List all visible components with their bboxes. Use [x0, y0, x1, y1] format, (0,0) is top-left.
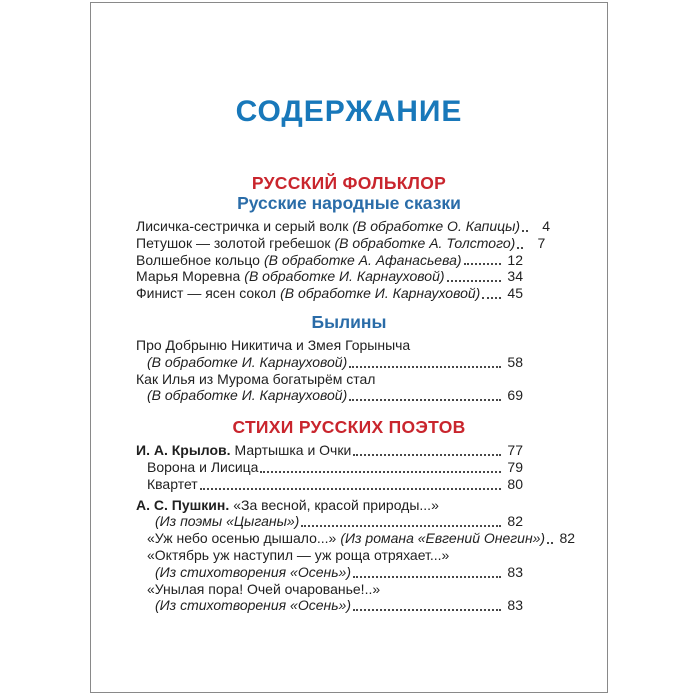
entry-note: (Из романа «Евгений Онегин»): [340, 530, 546, 547]
dotted-leader: [547, 542, 553, 544]
entry-title: Квартет: [147, 475, 198, 492]
toc-entry[interactable]: [136, 354, 523, 371]
entry-title: Мартышка и Очки: [234, 442, 352, 459]
entry-note: (Из поэмы «Цыганы»): [155, 513, 300, 530]
toc-entry[interactable]: [136, 476, 523, 493]
entry-note: (Из стихотворения «Осень»): [155, 597, 352, 614]
entry-page-number: 82: [507, 513, 523, 530]
toc-entry[interactable]: [136, 252, 523, 269]
toc-entry[interactable]: [136, 459, 523, 476]
entry-note: (В обработке И. Карнауховой): [147, 353, 348, 370]
toc-entry[interactable]: [136, 497, 523, 514]
toc-entry[interactable]: [136, 530, 576, 547]
dotted-leader: [353, 576, 501, 578]
entries-list: [136, 218, 551, 302]
subsection-heading: Былины: [311, 311, 387, 332]
dotted-leader: [260, 471, 501, 473]
dotted-leader: [349, 399, 501, 401]
entry-page-number: 83: [507, 597, 523, 614]
toc-entry[interactable]: [136, 218, 551, 235]
entry-note: (В обработке И. Карнауховой): [147, 387, 348, 404]
subsection-heading: Русские народные сказки: [237, 193, 461, 213]
toc-entry[interactable]: [136, 371, 523, 388]
dotted-leader: [522, 230, 528, 232]
section-heading: РУССКИЙ ФОЛЬКЛОР: [251, 173, 447, 193]
dotted-leader: [482, 297, 501, 299]
entry-note: (В обработке А. Толстого): [334, 234, 516, 251]
entry-title: Ворона и Лисица: [147, 458, 259, 475]
entry-page-number: 77: [507, 442, 523, 459]
entry-note: (В обработке О. Капицы): [352, 218, 521, 234]
entry-page-number: 45: [507, 285, 523, 302]
entry-page-number: 12: [507, 251, 523, 268]
entry-title: «За весной, красой природы...»: [233, 496, 439, 513]
entry-title: «Унылая пора! Очей очарованье!..»: [147, 580, 381, 597]
entry-page-number: 58: [507, 353, 523, 370]
entry-title: Петушок — золотой гребешок: [136, 234, 331, 251]
dotted-leader: [517, 247, 523, 249]
toc-entry[interactable]: [136, 547, 523, 564]
entry-page-number: 69: [507, 387, 523, 404]
dotted-leader: [200, 488, 501, 490]
entry-note: (В обработке И. Карнауховой): [280, 285, 481, 302]
entry-author: И. А. Крылов.: [136, 442, 231, 459]
entry-page-number: 83: [507, 563, 523, 580]
entry-title: Финист — ясен сокол: [136, 285, 277, 302]
entry-title: Волшебное кольцо: [136, 251, 260, 268]
dotted-leader: [353, 609, 501, 611]
toc-entry[interactable]: [136, 337, 523, 354]
entry-note: (В обработке А. Афанасьева): [263, 251, 462, 268]
entry-title: «Октябрь уж наступил — уж роща отряхает...»: [147, 546, 450, 563]
toc-entry[interactable]: [136, 234, 546, 252]
entries-list: [136, 337, 523, 404]
toc-entry[interactable]: [136, 387, 523, 404]
entry-title: Про Добрыню Никитича и Змея Горыныча: [136, 336, 411, 353]
dotted-leader: [353, 454, 501, 456]
entry-title: «Уж небо осенью дышало...»: [147, 530, 337, 547]
entries-list: [136, 442, 576, 614]
toc-entry[interactable]: [136, 513, 523, 530]
toc-entry[interactable]: [136, 581, 523, 598]
section-heading: СТИХИ РУССКИХ ПОЭТОВ: [232, 417, 466, 438]
dotted-leader: [447, 280, 501, 282]
entry-page-number: 7: [537, 234, 546, 251]
dotted-leader: [301, 525, 501, 527]
table-of-contents: [91, 173, 607, 614]
entry-author: А. С. Пушкин.: [136, 496, 230, 513]
toc-entry[interactable]: [136, 285, 523, 302]
entry-title: Лисичка-сестричка и серый волк: [136, 218, 349, 234]
entry-page-number: 34: [507, 268, 523, 285]
toc-entry[interactable]: [136, 442, 523, 459]
entry-page-number: 79: [507, 458, 523, 475]
entry-title: Как Илья из Мурома богатырём стал: [136, 370, 376, 387]
entry-page-number: 80: [507, 475, 523, 492]
entry-note: (В обработке И. Карнауховой): [244, 268, 445, 285]
toc-entry[interactable]: [136, 268, 523, 285]
dotted-leader: [349, 366, 501, 368]
dotted-leader: [464, 263, 501, 265]
toc-entry[interactable]: [136, 597, 523, 614]
book-page: [90, 2, 608, 693]
page-title: СОДЕРЖАНИЕ: [235, 95, 463, 128]
entry-note: (Из стихотворения «Осень»): [155, 563, 352, 580]
toc-entry[interactable]: [136, 564, 523, 581]
entry-page-number: 4: [542, 218, 551, 234]
entry-page-number: 82: [559, 530, 576, 547]
entry-title: Марья Моревна: [136, 268, 241, 285]
